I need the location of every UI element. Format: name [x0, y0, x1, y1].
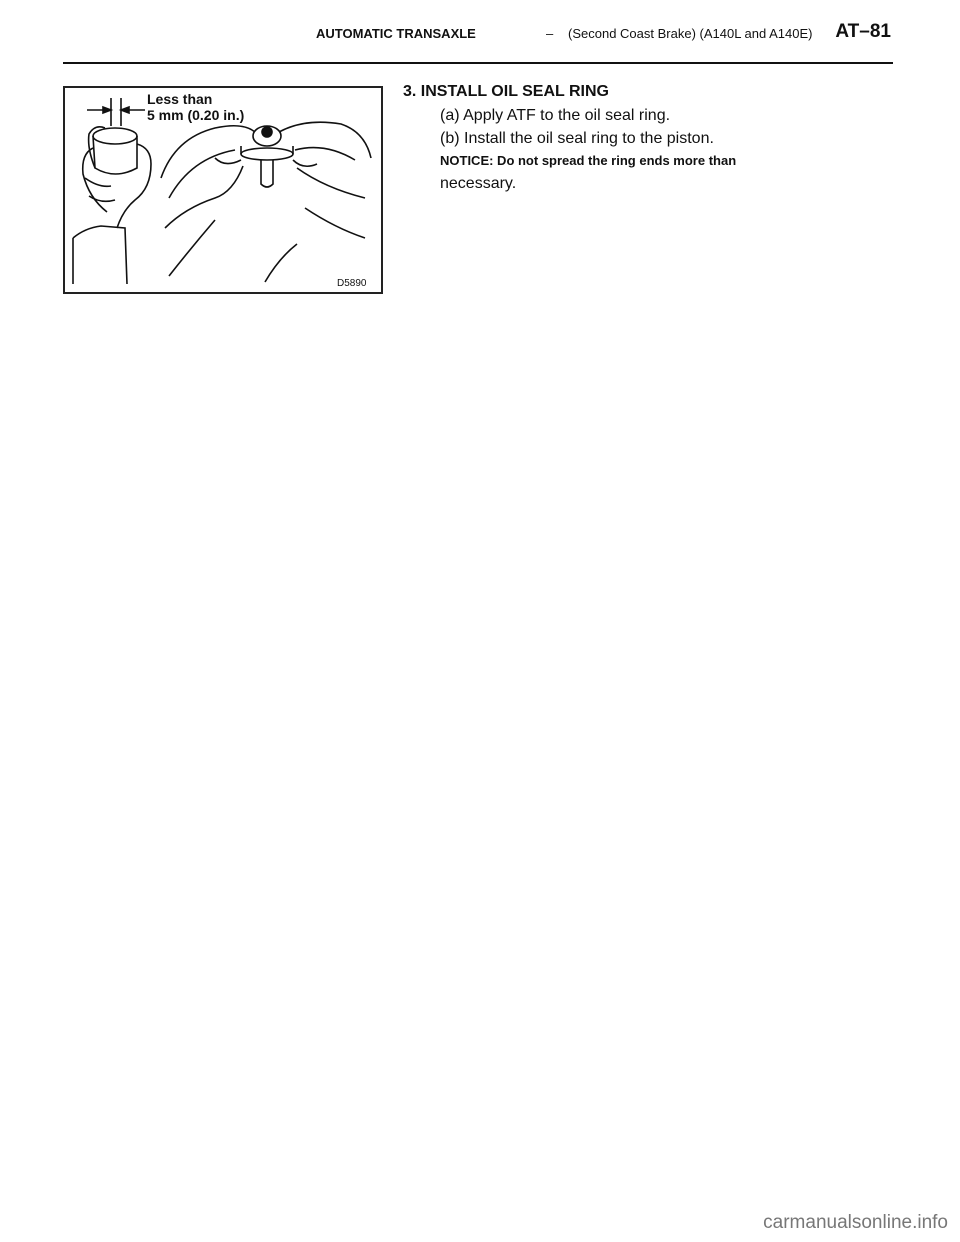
- left-hand-with-ring: [73, 127, 151, 284]
- header-section: AUTOMATIC TRANSAXLE: [316, 26, 476, 41]
- dimension-marker: [87, 98, 145, 126]
- page-header: [63, 21, 893, 64]
- step-title: 3. INSTALL OIL SEAL RING: [403, 83, 609, 100]
- page-number: AT–81: [835, 21, 891, 42]
- notice-continuation: necessary.: [440, 175, 517, 192]
- step-a: (a) Apply ATF to the oil seal ring.: [440, 107, 671, 124]
- header-dash: –: [546, 26, 554, 41]
- notice-text: NOTICE: Do not spread the ring ends more than: [440, 153, 737, 168]
- hands-with-piston: [161, 122, 371, 282]
- figure-code: D5890: [337, 278, 367, 289]
- illustration-figure: [63, 86, 383, 294]
- dimension-label-line2: 5 mm (0.20 in.): [147, 107, 245, 123]
- watermark: carmanualsonline.info: [763, 1212, 948, 1233]
- seal-ring-illustration: [65, 88, 381, 292]
- step-b: (b) Install the oil seal ring to the piston.: [440, 130, 714, 147]
- dimension-label-line1: Less than: [147, 91, 213, 107]
- header-subsection: (Second Coast Brake) (A140L and A140E): [568, 26, 813, 41]
